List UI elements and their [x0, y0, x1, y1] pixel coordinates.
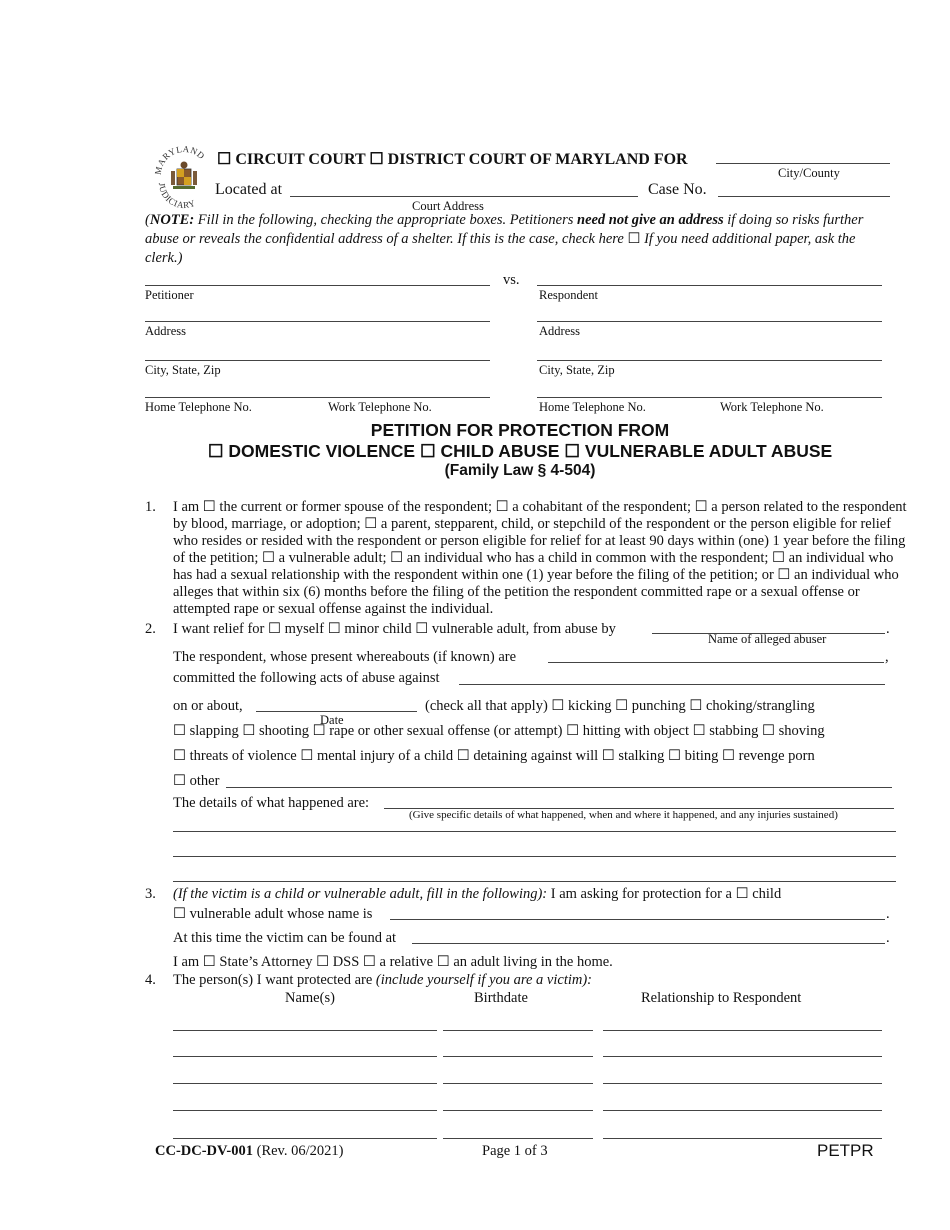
- comma-mark: ,: [885, 649, 889, 665]
- period-mark-3: .: [886, 930, 890, 946]
- petition-type-line: [0, 441, 950, 462]
- district-court-label: DISTRICT COURT OF MARYLAND FOR: [387, 151, 688, 168]
- seal-top-text: MARYLAND: [153, 143, 207, 176]
- protected-persons-label: [173, 972, 592, 989]
- petitioner-address-caption: Address: [145, 324, 186, 338]
- vulnerable-adult-name-label[interactable]: ☐ vulnerable adult whose name is: [173, 906, 373, 922]
- note-text-1: Fill in the following, checking the appropriate boxes. Petitioners: [194, 212, 577, 228]
- acts-checkboxes-row-1[interactable]: (check all that apply) ☐ kicking ☐ punching ☐ choking/strangling: [425, 698, 815, 714]
- petitioner-city-field[interactable]: [145, 360, 490, 361]
- protected-name-field-4[interactable]: [173, 1110, 437, 1111]
- case-no-label: Case No.: [648, 181, 707, 198]
- protected-relationship-field-3[interactable]: [603, 1083, 882, 1084]
- located-at-label: Located at: [215, 181, 283, 198]
- details-field-3[interactable]: [173, 856, 896, 857]
- protected-name-field-1[interactable]: [173, 1030, 437, 1031]
- relief-for-text[interactable]: I want relief for ☐ myself ☐ minor child ☐ vulnerable adult, from abuse by: [173, 621, 616, 637]
- protected-relationship-field-1[interactable]: [603, 1030, 882, 1031]
- protected-persons-instruction: (include yourself if you are a victim):: [375, 972, 593, 988]
- confidential-address-checkbox[interactable]: ☐: [627, 231, 641, 247]
- case-no-field[interactable]: [718, 196, 890, 197]
- respondent-city-caption: City, State, Zip: [539, 363, 615, 377]
- date-caption: Date: [320, 713, 344, 727]
- period-mark-2: .: [886, 906, 890, 922]
- note-text-3: If you need additional paper, ask the clerk.): [145, 231, 856, 266]
- whereabouts-label: The respondent, whose present whereabouts (if known) are: [173, 649, 517, 665]
- protected-birthdate-field-4[interactable]: [443, 1110, 593, 1111]
- committed-label: committed the following acts of abuse against: [173, 670, 440, 686]
- note-bold: need not give an address: [577, 212, 724, 228]
- details-label: The details of what happened are:: [173, 795, 370, 811]
- details-field-4[interactable]: [173, 881, 896, 882]
- respondent-city-field[interactable]: [537, 360, 882, 361]
- protected-name-field-3[interactable]: [173, 1083, 437, 1084]
- district-court-checkbox[interactable]: ☐: [369, 151, 384, 168]
- protected-name-field-5[interactable]: [173, 1138, 437, 1139]
- seal-icon: [153, 143, 215, 211]
- respondent-work-tel-caption: Work Telephone No.: [720, 400, 824, 414]
- details-field-2[interactable]: [173, 831, 896, 832]
- circuit-court-label: CIRCUIT COURT: [235, 151, 366, 168]
- note-label: NOTE:: [149, 212, 195, 228]
- filer-role-checkboxes[interactable]: I am ☐ State’s Attorney ☐ DSS ☐ a relative ☐ an adult living in the home.: [173, 954, 613, 970]
- note-text-2: if doing so risks further abuse or reveals the confidential address of a shelter. If this is the case, check here: [145, 212, 864, 247]
- details-caption: (Give specific details of what happened, when and where it happened, and any injuries sustained): [409, 809, 838, 821]
- item-1-number: 1.: [145, 499, 156, 515]
- maryland-judiciary-seal: [153, 143, 215, 211]
- acts-checkboxes-row-2[interactable]: ☐ slapping ☐ shooting ☐ rape or other sexual offense (or attempt) ☐ hitting with object ☐ stabbing ☐ shoving: [173, 723, 825, 739]
- protected-relationship-field-4[interactable]: [603, 1110, 882, 1111]
- form-revision: (Rev. 06/2021): [253, 1143, 344, 1159]
- abuse-date-field[interactable]: [256, 711, 417, 712]
- respondent-home-tel-caption: Home Telephone No.: [539, 400, 646, 414]
- vulnerable-adult-label: VULNERABLE ADULT ABUSE: [584, 441, 833, 461]
- seal-bottom-text: JUDICIARY: [156, 182, 197, 211]
- respondent-phone-field[interactable]: [537, 397, 882, 398]
- instructions-note: (NOTE: Fill in the following, checking the appropriate boxes. Petitioners need not give an address if doing so risks further abuse or reveals the confidential address of a shelter. If this is the case, check here ☐ If you need additional paper, ask the clerk.): [145, 212, 864, 266]
- court-address-field[interactable]: [290, 196, 638, 197]
- acts-checkboxes-row-3[interactable]: ☐ threats of violence ☐ mental injury of a child ☐ detaining against will ☐ stalking ☐ biting ☐ revenge porn: [173, 748, 815, 764]
- city-county-caption: City/County: [778, 166, 840, 180]
- petitioner-work-tel-caption: Work Telephone No.: [328, 400, 432, 414]
- vs-label: vs.: [503, 272, 520, 288]
- city-county-field[interactable]: [716, 163, 890, 164]
- alleged-abuser-caption: Name of alleged abuser: [708, 632, 827, 646]
- petitioner-field[interactable]: [145, 285, 490, 286]
- domestic-violence-checkbox[interactable]: ☐: [207, 441, 224, 461]
- petitioner-phone-field[interactable]: [145, 397, 490, 398]
- protected-birthdate-field-1[interactable]: [443, 1030, 593, 1031]
- form-identifier: [155, 1143, 343, 1160]
- victim-location-field[interactable]: [412, 943, 885, 944]
- period-mark: .: [886, 621, 890, 637]
- child-protection-checkbox[interactable]: I am asking for protection for a ☐ child: [547, 886, 782, 902]
- column-birthdate-header: Birthdate: [474, 990, 528, 1006]
- item-2-number: 2.: [145, 621, 156, 637]
- respondent-caption: Respondent: [539, 288, 599, 302]
- court-address-caption: Court Address: [412, 199, 484, 213]
- protected-birthdate-field-2[interactable]: [443, 1056, 593, 1057]
- child-abuse-checkbox[interactable]: ☐: [419, 441, 436, 461]
- on-or-about-label: on or about,: [173, 698, 243, 714]
- victim-location-label: At this time the victim can be found at: [173, 930, 397, 946]
- petition-title: PETITION FOR PROTECTION FROM: [370, 420, 670, 440]
- other-act-checkbox[interactable]: ☐ other: [173, 773, 220, 789]
- victim-instruction: (If the victim is a child or vulnerable adult, fill in the following):: [173, 886, 548, 902]
- column-names-header: Name(s): [285, 990, 335, 1006]
- item-1-relationship-text[interactable]: I am ☐ the current or former spouse of the respondent; ☐ a cohabitant of the respondent; ☐ a person related to the respondent by blood, marriage, or adoption; ☐ a parent, stepparent, child, or stepchild of the respondent or the person eligible for relief who resides or resided with the respondent or person eligible for relief for at least 90 days within (one) 1 year before the filing of the petition; ☐ a vulnerable adult; ☐ an individual who has a child in common with the respondent; ☐ an individual who has had a sexual relationship with the respondent within one (1) year before the filing of the petition; or ☐ an individual who alleges that within six (6) months before the filing of the petition the respondent committed rape or a sexual offense or attempted rape or sexual offense against the individual.: [173, 499, 907, 617]
- petitioner-home-tel-caption: Home Telephone No.: [145, 400, 252, 414]
- domestic-violence-label: DOMESTIC VIOLENCE: [228, 441, 416, 461]
- other-act-field[interactable]: [226, 787, 892, 788]
- protected-persons-text: The person(s) I want protected are: [173, 972, 376, 988]
- vulnerable-adult-name-field[interactable]: [390, 919, 885, 920]
- vulnerable-adult-checkbox[interactable]: ☐: [564, 441, 581, 461]
- whereabouts-field[interactable]: [548, 662, 884, 663]
- petitioner-address-field[interactable]: [145, 321, 490, 322]
- child-abuse-label: CHILD ABUSE: [440, 441, 560, 461]
- protected-name-field-2[interactable]: [173, 1056, 437, 1057]
- respondent-address-field[interactable]: [537, 321, 882, 322]
- column-relationship-header: Relationship to Respondent: [641, 990, 802, 1006]
- petitioner-caption: Petitioner: [145, 288, 194, 302]
- protected-relationship-field-2[interactable]: [603, 1056, 882, 1057]
- item-4-number: 4.: [145, 972, 156, 988]
- protected-relationship-field-5[interactable]: [603, 1138, 882, 1139]
- form-id: CC-DC-DV-001: [155, 1143, 253, 1159]
- protected-birthdate-field-3[interactable]: [443, 1083, 593, 1084]
- item-3-number: 3.: [145, 886, 156, 902]
- respondent-field[interactable]: [537, 285, 882, 286]
- court-selection-line: [217, 149, 688, 169]
- form-code: PETPR: [817, 1141, 874, 1160]
- protected-birthdate-field-5[interactable]: [443, 1138, 593, 1139]
- page-number: Page 1 of 3: [482, 1143, 548, 1159]
- victim-protection-line: [173, 886, 781, 903]
- circuit-court-checkbox[interactable]: ☐: [217, 151, 232, 168]
- respondent-address-caption: Address: [539, 324, 580, 338]
- petitioner-city-caption: City, State, Zip: [145, 363, 221, 377]
- statute-reference: (Family Law § 4-504): [444, 462, 596, 479]
- abuse-against-field[interactable]: [459, 684, 885, 685]
